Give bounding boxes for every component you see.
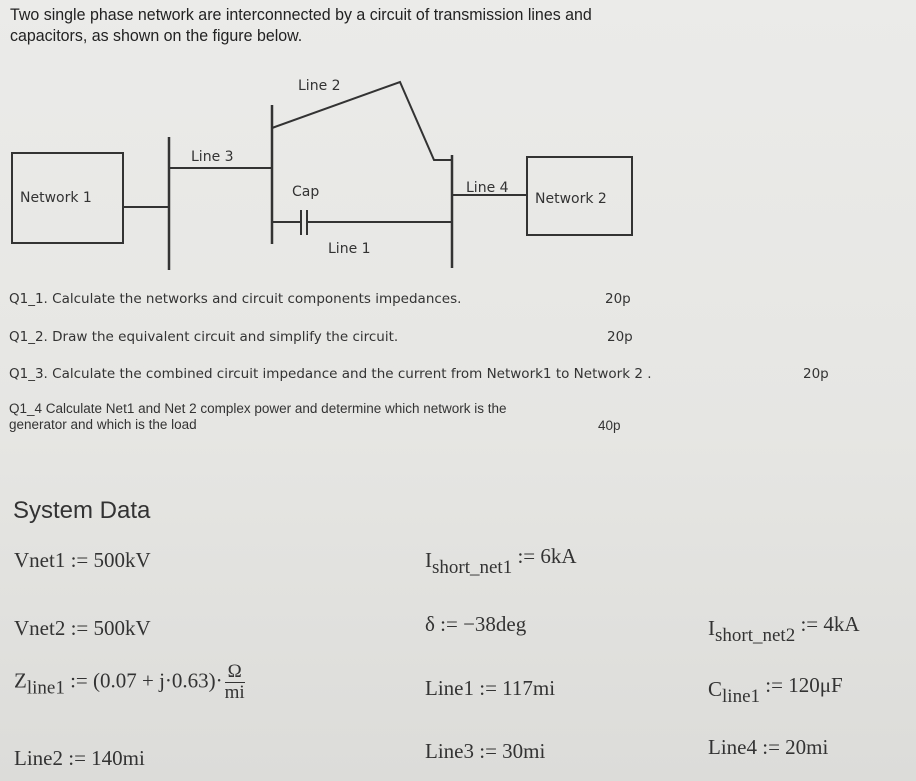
unit-numerator: Ω	[225, 662, 245, 683]
question-4-line-1: Q1_4 Calculate Net1 and Net 2 complex power and determine which network is the	[9, 401, 507, 416]
line-2-label: Line 2	[298, 78, 341, 94]
question-3-points: 20p	[803, 366, 829, 382]
network-1-label: Network 1	[20, 190, 92, 206]
symbol: Z	[14, 668, 27, 693]
unit-fraction	[225, 662, 245, 703]
line-4-label: Line 4	[466, 180, 509, 196]
ishort-net2-equation	[708, 612, 860, 647]
subscript: short_net2	[715, 625, 796, 646]
cline1-equation	[708, 673, 843, 708]
line-1-label: Line 1	[328, 241, 371, 257]
circuit-diagram	[0, 60, 700, 290]
subscript: short_net1	[432, 557, 513, 578]
line4-length-equation: Line4 := 20mi	[708, 735, 829, 759]
intro-line-2: capacitors, as shown on the figure below.	[10, 26, 303, 45]
cap-label: Cap	[292, 184, 320, 200]
symbol: I	[708, 616, 715, 640]
question-1: Q1_1. Calculate the networks and circuit components impedances.	[9, 291, 462, 307]
question-4	[9, 401, 507, 433]
symbol: I	[425, 548, 432, 572]
problem-intro	[10, 4, 592, 46]
vnet1-equation: Vnet1 := 500kV	[14, 548, 151, 572]
line1-length-equation: Line1 := 117mi	[425, 676, 556, 700]
question-2-points: 20p	[607, 329, 633, 345]
line-3-label: Line 3	[191, 149, 234, 165]
network-2-label: Network 2	[535, 191, 607, 207]
question-3: Q1_3. Calculate the combined circuit impedance and the current from Network1 to Network 2 .	[9, 366, 652, 382]
question-2: Q1_2. Draw the equivalent circuit and simplify the circuit.	[9, 329, 399, 345]
value: := 120μF	[760, 673, 843, 697]
delta-equation: δ := −38deg	[425, 612, 527, 636]
line2-length-equation: Line2 := 140mi	[14, 746, 145, 770]
system-data-title: System Data	[13, 497, 151, 524]
question-4-points: 40p	[598, 418, 621, 433]
ishort-net1-equation	[425, 544, 577, 579]
line3-length-equation: Line3 := 30mi	[425, 739, 546, 763]
question-4-line-2: generator and which is the load	[9, 417, 197, 432]
subscript: line1	[722, 686, 761, 707]
symbol: C	[708, 677, 723, 701]
intro-line-1: Two single phase network are interconnected by a circuit of transmission lines and	[10, 5, 592, 24]
vnet2-equation: Vnet2 := 500kV	[14, 616, 151, 640]
value: := (0.07 + j·0.63)·	[64, 668, 223, 693]
unit-denominator: mi	[224, 682, 245, 703]
value: := 6kA	[512, 544, 577, 568]
value: := 4kA	[795, 612, 860, 636]
zline1-equation	[14, 662, 245, 703]
subscript: line1	[26, 677, 65, 699]
question-1-points: 20p	[605, 291, 631, 307]
